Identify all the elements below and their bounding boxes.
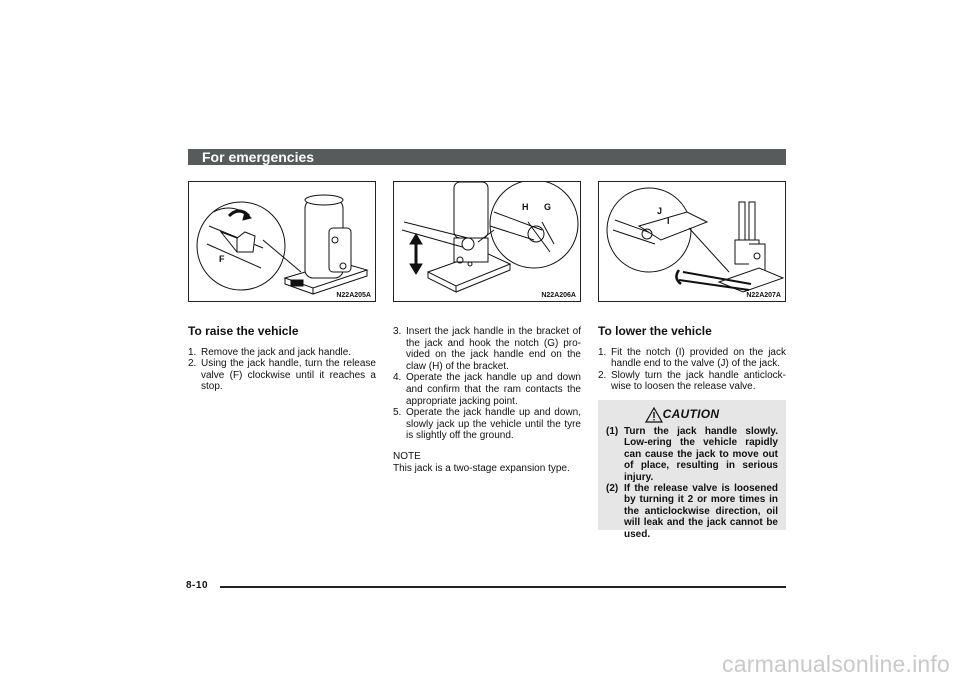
note-text: This jack is a two-stage expansion type. xyxy=(393,462,570,474)
jack-handle-illustration xyxy=(394,182,580,301)
lower-section xyxy=(598,326,786,393)
caution-box xyxy=(598,400,786,540)
figure-release-valve xyxy=(188,181,376,302)
list-item: 2. Slowly turn the jack handle anticlock-wise to loosen the release valve. xyxy=(598,369,786,393)
watermark: carmanualsonline.info xyxy=(722,651,950,677)
raise-section-continued xyxy=(393,326,581,474)
warning-triangle-icon xyxy=(645,407,663,423)
raise-section xyxy=(188,326,376,393)
lower-steps xyxy=(598,347,786,393)
list-item: 1. Fit the notch (I) provided on the jack handle end to the valve (J) of the jack. xyxy=(598,346,786,370)
figure-label-j: J xyxy=(657,206,663,216)
list-item: 3. Insert the jack handle in the bracket of the jack and hook the notch (G) pro-vided on the jack handle end on the claw (H) of the bracket. xyxy=(393,326,581,372)
figure-label-f: F xyxy=(219,254,225,264)
caution-header xyxy=(586,407,778,423)
page-number: 8-10 xyxy=(186,580,209,591)
caution-items xyxy=(606,426,778,540)
figure-label-g: G xyxy=(544,202,552,212)
raise-title: To raise the vehicle xyxy=(188,324,299,338)
list-item: (2) If the release valve is loosened by turning it 2 or more times in the anticlockwise direction, oil will leak and the jack cannot be used. xyxy=(606,483,778,540)
figure-handle-insert xyxy=(393,181,581,302)
list-item: 2. Using the jack handle, turn the release valve (F) clockwise until it reaches a stop. xyxy=(188,358,376,393)
section-header xyxy=(188,149,786,165)
list-item: 4. Operate the jack handle up and down and confirm that the ram contacts the appropriate jacking point. xyxy=(393,372,581,407)
caution-title: CAUTION xyxy=(662,407,720,422)
list-item: 1. Remove the jack and jack handle. xyxy=(188,346,352,358)
jack-valve-illustration xyxy=(189,182,375,301)
list-item: 5. Operate the jack handle up and down, slowly jack up the vehicle until the tyre is slightly off the ground. xyxy=(393,407,581,442)
note xyxy=(393,451,581,474)
figure-code: N22A205A xyxy=(336,292,371,299)
footer-rule xyxy=(220,586,786,588)
jack-lowering-illustration xyxy=(599,182,785,301)
raise-steps xyxy=(188,347,376,393)
raise-steps-continued xyxy=(393,326,581,442)
figure-code: N22A206A xyxy=(541,292,576,299)
figure-label-i: I xyxy=(667,216,670,226)
list-item: (1) Turn the jack handle slowly. Low-ering the vehicle rapidly can cause the jack to move out of place, resulting in serious injury. xyxy=(606,426,778,483)
figure-lower-valve xyxy=(598,181,786,302)
figure-label-h: H xyxy=(522,202,529,212)
note-label: NOTE xyxy=(393,450,421,462)
section-title: For emergencies xyxy=(202,149,315,165)
figure-code: N22A207A xyxy=(746,292,781,299)
lower-title: To lower the vehicle xyxy=(598,324,712,338)
